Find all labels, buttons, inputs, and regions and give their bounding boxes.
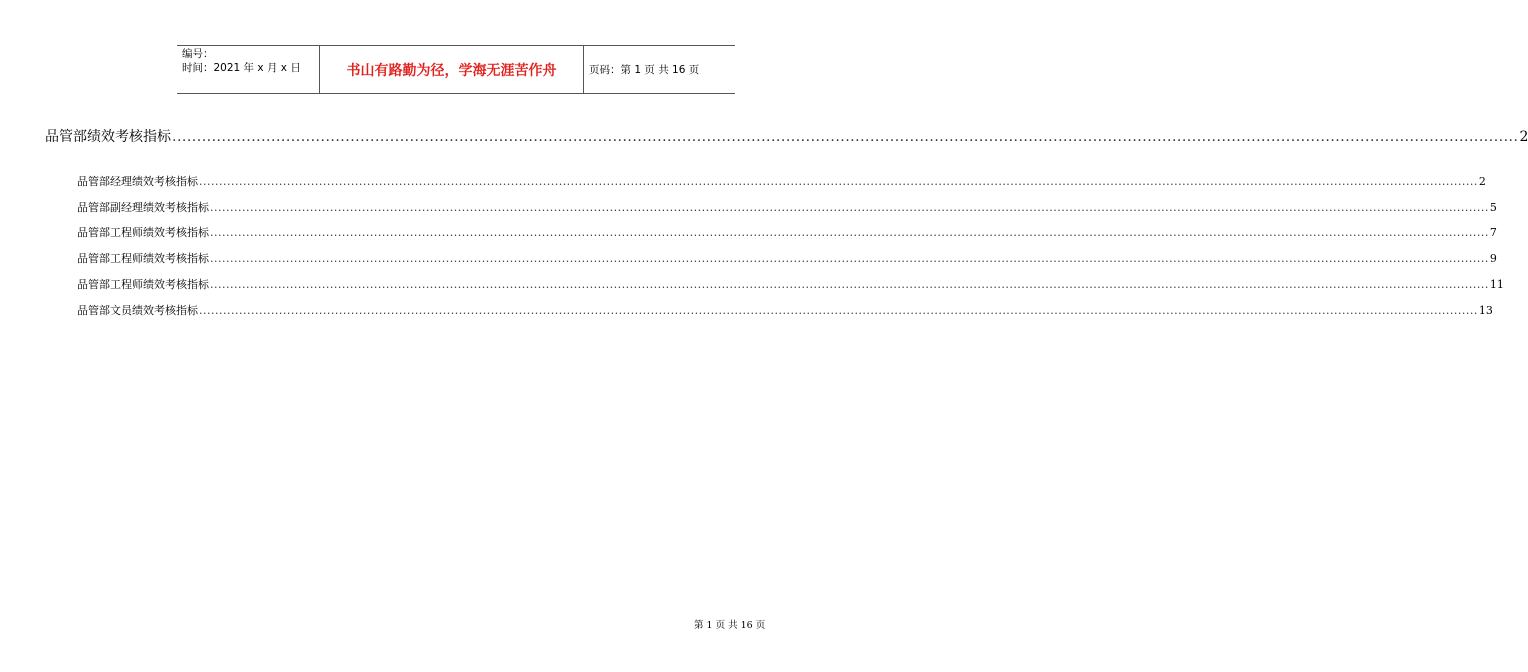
toc-leader-dots: ................................................................................................................................................................................................................................................................................................................................ <box>199 304 1478 317</box>
toc-entry-title: 品管部工程师绩效考核指标 <box>77 278 209 291</box>
toc-entry-title: 品管部文员绩效考核指标 <box>77 304 198 317</box>
toc-entry-page: 13 <box>1478 304 1493 317</box>
toc-entry[interactable] <box>77 250 1497 266</box>
toc-entry-title: 品管部工程师绩效考核指标 <box>77 252 209 265</box>
header-divider <box>583 46 584 93</box>
header-page-info: 页码：第 1 页 共 16 页 <box>589 64 700 76</box>
toc-leader-dots: ................................................................................................................................................................................................................................................................................................................................ <box>210 278 1489 291</box>
page-footer: 第 1 页 共 16 页 <box>694 620 766 631</box>
header-motto: 书山有路勤为径，学海无涯苦作舟 <box>346 62 557 79</box>
toc-leader-dots: ................................................................................................................................................................................................................................................................................................................................ <box>199 175 1478 188</box>
toc-leader-dots: ................................................................................................................................................................................................................................................................................ <box>172 129 1519 145</box>
toc-entry-page: 2 <box>1478 175 1486 188</box>
header-meta <box>182 46 319 93</box>
toc-leader-dots: ................................................................................................................................................................................................................................................................................................................................ <box>210 226 1489 239</box>
toc-entry[interactable] <box>77 173 1486 189</box>
toc-entry-page: 11 <box>1489 278 1504 291</box>
toc-entry-page: 7 <box>1489 226 1497 239</box>
toc-entry-page: 5 <box>1489 201 1497 214</box>
toc-entry-title: 品管部经理绩效考核指标 <box>77 175 198 188</box>
document-header <box>177 45 735 94</box>
toc-leader-dots: ................................................................................................................................................................................................................................................................................................................................ <box>210 252 1489 265</box>
toc-leader-dots: ................................................................................................................................................................................................................................................................................................................................ <box>210 201 1489 214</box>
toc-entry-title: 品管部副经理绩效考核指标 <box>77 201 209 214</box>
toc-entry-title: 品管部工程师绩效考核指标 <box>77 226 209 239</box>
toc-entry[interactable] <box>77 302 1493 318</box>
toc-entry[interactable] <box>77 199 1497 215</box>
toc-main-entry[interactable] <box>45 126 1528 146</box>
toc-main-title: 品管部绩效考核指标 <box>45 129 171 145</box>
toc-main-page: 2 <box>1519 129 1528 145</box>
toc-entry-page: 9 <box>1489 252 1497 265</box>
date-label: 时间：2021 年 x 月 x 日 <box>182 62 301 74</box>
toc-entry[interactable] <box>77 224 1497 240</box>
serial-number-label: 编号： <box>182 48 214 60</box>
toc-entry[interactable] <box>77 276 1504 292</box>
